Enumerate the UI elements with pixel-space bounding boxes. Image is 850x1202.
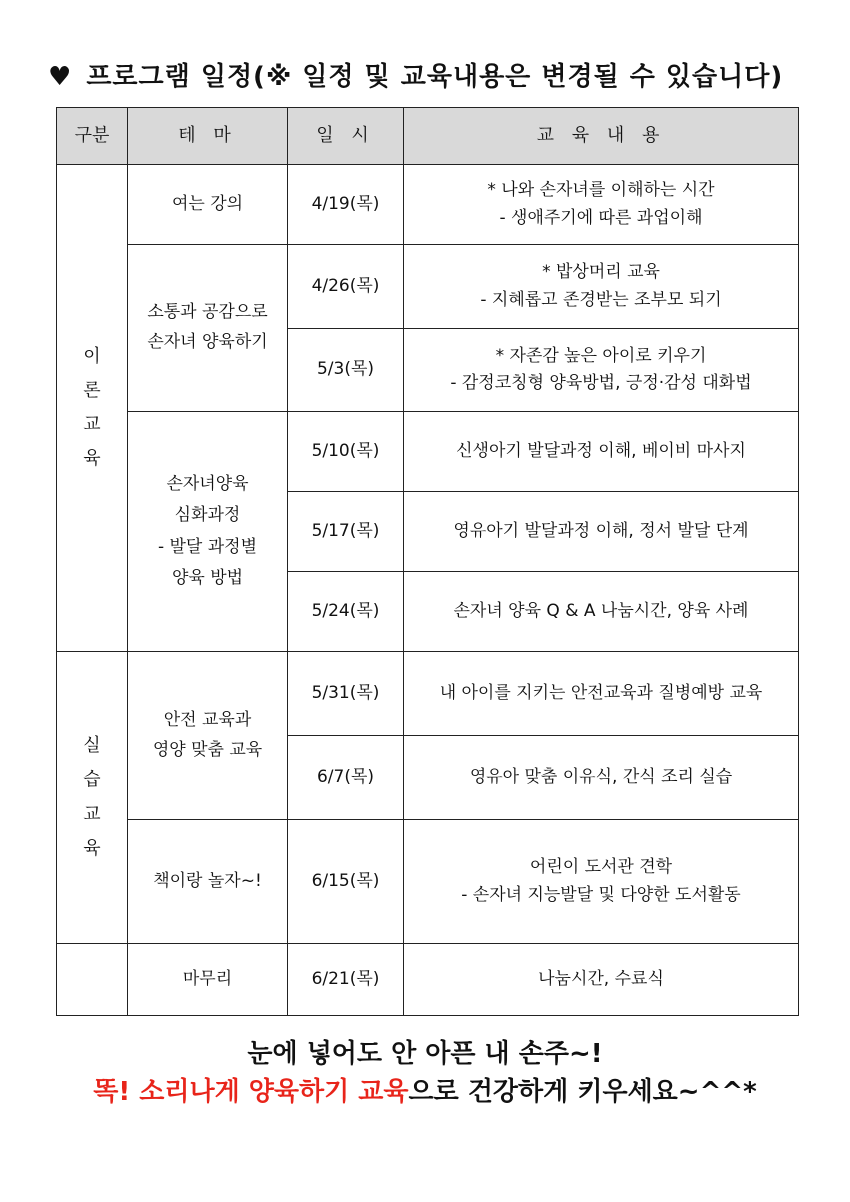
content-line: 신생아기 발달과정 이해, 베이비 마사지: [456, 440, 746, 461]
theme-advanced: [128, 412, 288, 652]
date-cell: 5/24(목): [288, 572, 404, 652]
footer-message: [0, 1036, 850, 1111]
content-line: 내 아이를 지키는 안전교육과 질병예방 교육: [439, 682, 763, 703]
content-line: - 생애주기에 따른 과업이해: [499, 207, 703, 228]
content-cell: [404, 492, 799, 572]
content-line: 영유아기 발달과정 이해, 정서 발달 단계: [453, 520, 749, 541]
content-line: * 나와 손자녀를 이해하는 시간: [487, 180, 715, 201]
header-gubun: 구분: [57, 108, 128, 165]
group-practice-label: 실습교육: [83, 735, 101, 859]
footer-line2-rest: 으로 건강하게 키우세요~^^*: [408, 1076, 757, 1107]
theme-opening: 여는 강의: [128, 165, 288, 245]
table-row: [57, 652, 799, 736]
date-cell: 6/21(목): [288, 944, 404, 1016]
date-cell: 4/19(목): [288, 165, 404, 245]
date-cell: 5/3(목): [288, 329, 404, 412]
content-cell: [404, 412, 799, 492]
date-cell: 5/17(목): [288, 492, 404, 572]
theme-advanced-line: - 발달 과정별: [157, 536, 258, 557]
date-cell: 5/10(목): [288, 412, 404, 492]
group-theory: [57, 165, 128, 652]
content-line: * 자존감 높은 아이로 키우기: [495, 345, 707, 366]
date-cell: 4/26(목): [288, 245, 404, 329]
page-title-text: 프로그램 일정(※ 일정 및 교육내용은 변경될 수 있습니다): [86, 62, 784, 92]
group-practice: [57, 652, 128, 944]
table-row: [57, 412, 799, 492]
content-line: 손자녀 양육 Q & A 나눔시간, 양육 사례: [453, 600, 749, 621]
theme-safety-line: 안전 교육과: [163, 709, 252, 730]
content-line: 어린이 도서관 견학: [529, 857, 673, 878]
footer-highlight: 똑! 소리나게 양육하기 교육: [93, 1076, 409, 1107]
theme-safety: [128, 652, 288, 820]
content-line: - 지혜롭고 존경받는 조부모 되기: [480, 289, 722, 310]
table-header-row: [57, 108, 799, 165]
content-line: 나눔시간, 수료식: [538, 968, 664, 989]
content-cell: [404, 652, 799, 736]
heart-icon: ♥: [48, 62, 73, 92]
footer-line1: 눈에 넣어도 안 아픈 내 손주~!: [247, 1039, 603, 1069]
group-theory-label: 이론교육: [83, 345, 101, 470]
schedule-table: [56, 107, 799, 1016]
content-line: - 손자녀 지능발달 및 다양한 도서활동: [461, 884, 741, 905]
date-cell: 6/15(목): [288, 820, 404, 944]
content-cell: [404, 820, 799, 944]
content-cell: [404, 572, 799, 652]
date-cell: 6/7(목): [288, 736, 404, 820]
header-content: 교 육 내 용: [404, 108, 799, 165]
header-theme: 테 마: [128, 108, 288, 165]
header-date: 일 시: [288, 108, 404, 165]
content-cell: [404, 329, 799, 412]
table-row: [57, 245, 799, 329]
content-line: 영유아 맞춤 이유식, 간식 조리 실습: [469, 766, 733, 787]
theme-communication: [128, 245, 288, 412]
content-line: - 감정코칭형 양육방법, 긍정·감성 대화법: [450, 373, 752, 393]
content-cell: [404, 944, 799, 1016]
theme-advanced-line: 양육 방법: [171, 567, 244, 588]
theme-closing: 마무리: [128, 944, 288, 1016]
theme-advanced-line: 손자녀양육: [166, 473, 249, 494]
theme-books: 책이랑 놀자~!: [128, 820, 288, 944]
date-cell: 5/31(목): [288, 652, 404, 736]
footer-line2: [0, 1074, 850, 1112]
group-empty: [57, 944, 128, 1016]
theme-safety-line: 영양 맞춤 교육: [152, 739, 263, 760]
table-row: [57, 820, 799, 944]
content-cell: [404, 736, 799, 820]
table-row: [57, 944, 799, 1016]
content-cell: [404, 245, 799, 329]
table-row: [57, 165, 799, 245]
theme-advanced-line: 심화과정: [174, 505, 241, 526]
page-title: [48, 56, 808, 94]
content-line: * 밥상머리 교육: [542, 262, 660, 283]
theme-communication-label: 소통과 공감으로 손자녀 양육하기: [147, 302, 268, 352]
content-cell: [404, 165, 799, 245]
